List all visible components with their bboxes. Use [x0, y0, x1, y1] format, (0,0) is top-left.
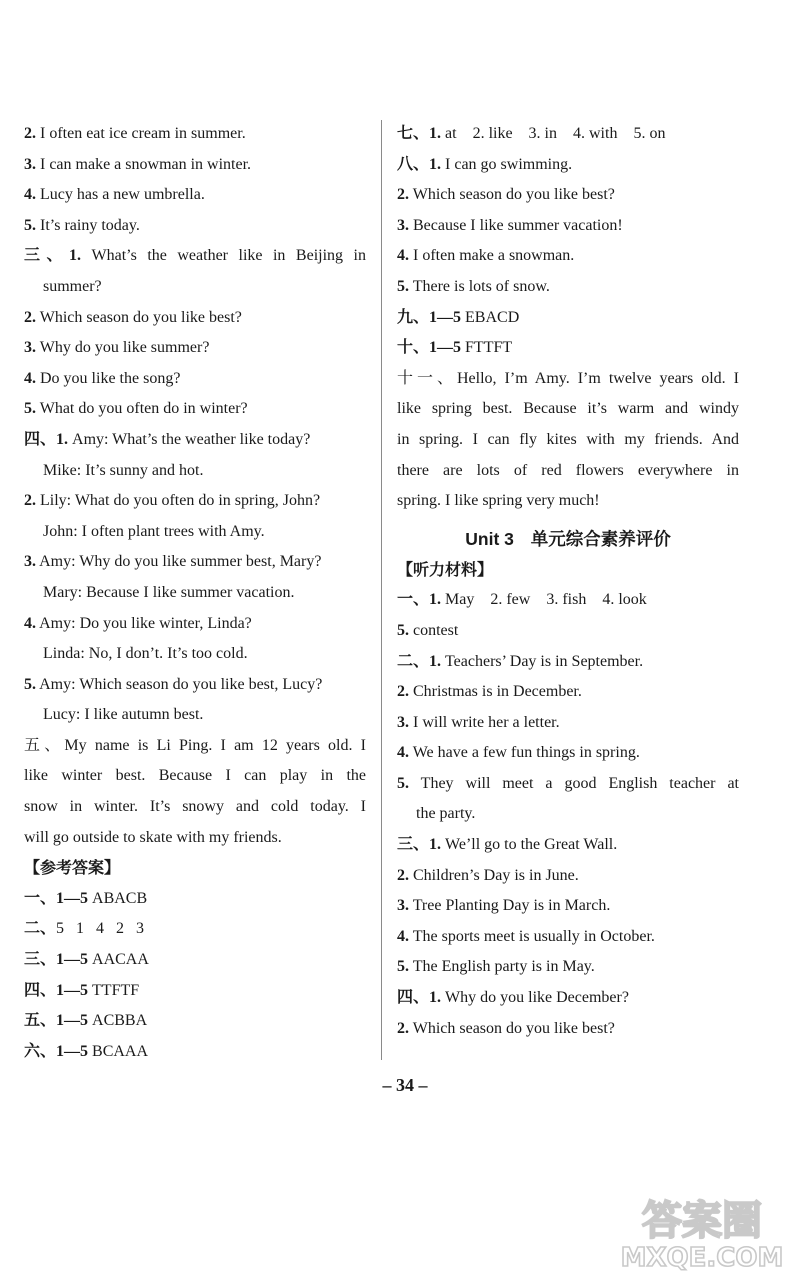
unit-name: 单元综合素养评价 — [530, 528, 671, 549]
text-line — [397, 364, 739, 395]
text-line — [397, 394, 739, 425]
item-number: 3. — [24, 155, 36, 173]
item-text: ACBBA — [88, 1012, 148, 1030]
right-column — [397, 119, 739, 1044]
item-text: Christmas is in December. — [409, 683, 582, 701]
text-line — [24, 150, 366, 181]
item-text: We’ll go to the Great Wall. — [441, 836, 618, 854]
item-text: Tree Planting Day is in March. — [409, 897, 611, 915]
item-number: 4. — [24, 369, 36, 387]
item-text: at 2. like 3. in 4. with 5. on — [441, 125, 666, 142]
item-number: 五、1—5 — [24, 1012, 89, 1030]
text-line — [24, 517, 366, 548]
item-text: Amy: Why do you like summer best, Mary? — [36, 553, 322, 571]
item-number: 2. — [24, 492, 36, 510]
item-text: in spring. I can fly kites with my friends. And — [397, 430, 739, 448]
item-text: Linda: No, I don’t. It’s too cold. — [43, 645, 248, 663]
item-text: I can make a snowman in winter. — [36, 155, 252, 173]
text-line — [24, 1037, 366, 1068]
item-number: 六、1—5 — [24, 1042, 89, 1060]
item-number: 四、1—5 — [24, 981, 89, 999]
text-line — [397, 738, 739, 769]
text-line — [24, 333, 366, 364]
text-line — [397, 303, 739, 334]
item-text: I will write her a letter. — [409, 713, 560, 731]
item-text: Mike: It’s sunny and hot. — [43, 461, 204, 479]
item-text: BCAAA — [88, 1042, 149, 1060]
item-number: 2. — [24, 125, 36, 142]
item-number: 2. — [397, 1019, 409, 1037]
section-header-label: 【听力材料】 — [397, 559, 494, 579]
item-number: 4. — [24, 186, 36, 204]
text-line — [24, 364, 366, 395]
item-number: 5. — [24, 216, 36, 234]
item-number: 4. — [397, 247, 409, 265]
text-line — [24, 639, 366, 670]
text-line — [24, 761, 366, 792]
text-line — [24, 180, 366, 211]
text-line — [397, 119, 739, 150]
text-line — [24, 486, 366, 517]
item-number: 2. — [397, 866, 409, 884]
item-text: Lily: What do you often do in spring, John? — [36, 492, 321, 510]
item-text: Amy: Do you like winter, Linda? — [36, 614, 252, 632]
text-line — [397, 241, 739, 272]
unit-title — [397, 523, 739, 555]
item-text: 5 1 4 2 3 — [56, 920, 145, 938]
text-line — [24, 119, 366, 150]
text-line — [397, 861, 739, 892]
item-text: What do you often do in winter? — [36, 400, 248, 418]
item-text: John: I often plant trees with Amy. — [43, 522, 265, 540]
text-line — [397, 922, 739, 953]
item-text: FTTFT — [461, 339, 513, 357]
item-text: Do you like the song? — [36, 369, 181, 387]
text-line — [24, 456, 366, 487]
item-text: I can go swimming. — [441, 155, 573, 173]
item-number: 2. — [24, 308, 36, 326]
section-header — [397, 555, 739, 586]
item-text: Why do you like December? — [441, 989, 629, 1007]
item-number: 3. — [397, 216, 409, 234]
text-line — [24, 976, 366, 1007]
item-number: 5. — [397, 621, 409, 639]
item-number: 4. — [397, 744, 409, 762]
item-number: 2. — [397, 683, 409, 701]
text-line — [24, 945, 366, 976]
item-text: Amy: Which season do you like best, Lucy? — [36, 675, 323, 693]
watermark-logo — [612, 1190, 792, 1272]
item-text: like spring best. Because it’s warm and windy — [397, 400, 739, 418]
text-line — [397, 891, 739, 922]
text-line — [24, 914, 366, 945]
item-number: 5. — [397, 277, 409, 295]
item-text: It’s rainy today. — [36, 216, 140, 234]
item-number: 三、1. — [397, 836, 442, 854]
text-line — [397, 1014, 739, 1045]
item-number: 一、1—5 — [24, 889, 89, 907]
item-number: 5. — [24, 675, 36, 693]
item-text: the party. — [416, 805, 476, 823]
item-text: Why do you like summer? — [36, 339, 210, 357]
text-line — [397, 180, 739, 211]
item-number: 四、1. — [397, 989, 442, 1007]
item-text: We have a few fun things in spring. — [409, 744, 640, 762]
item-number: 十、1—5 — [397, 339, 462, 357]
item-number: 七、1. — [397, 125, 442, 142]
item-number: 3. — [24, 553, 36, 571]
item-number: 二、 — [24, 920, 57, 938]
item-text: Teachers’ Day is in September. — [441, 652, 644, 670]
text-line — [24, 578, 366, 609]
watermark-bottom: MXQE.COM — [620, 1243, 784, 1272]
item-text: What’s the weather like in Beijing in — [81, 247, 366, 265]
item-text: They will meet a good English teacher at — [409, 774, 739, 792]
item-text: 十一、Hello, I’m Amy. I’m twelve years old. I — [397, 369, 739, 387]
item-text: There is lots of snow. — [409, 277, 550, 295]
item-text: contest — [409, 621, 459, 639]
text-line — [397, 333, 739, 364]
item-text: May 2. few 3. fish 4. look — [441, 591, 647, 609]
text-line — [397, 769, 739, 800]
text-line — [397, 952, 739, 983]
item-number: 3. — [397, 897, 409, 915]
text-line — [24, 700, 366, 731]
text-line — [24, 425, 366, 456]
item-text: Which season do you like best? — [409, 1019, 615, 1037]
unit-label: Unit 3 — [465, 528, 514, 549]
item-text: I often make a snowman. — [409, 247, 575, 265]
item-number: 4. — [24, 614, 36, 632]
item-text: The sports meet is usually in October. — [409, 927, 655, 945]
item-text: The English party is in May. — [409, 958, 595, 976]
text-line — [397, 616, 739, 647]
section-header-label: 【参考答案】 — [24, 858, 121, 878]
text-line — [397, 677, 739, 708]
text-line — [24, 731, 366, 762]
section-header — [24, 853, 366, 884]
text-line — [24, 670, 366, 701]
item-number: 5. — [24, 400, 36, 418]
item-number: 5. — [397, 958, 409, 976]
text-line — [397, 708, 739, 739]
text-line — [24, 272, 366, 303]
item-number: 3. — [24, 339, 36, 357]
text-line — [397, 486, 739, 517]
item-number: 4. — [397, 927, 409, 945]
item-text: Amy: What’s the weather like today? — [68, 430, 311, 448]
item-text: I often eat ice cream in summer. — [36, 125, 246, 142]
text-line — [24, 211, 366, 242]
text-line — [24, 823, 366, 854]
item-text: Which season do you like best? — [409, 186, 615, 204]
item-text: Which season do you like best? — [36, 308, 242, 326]
text-line — [24, 792, 366, 823]
item-text: summer? — [43, 277, 102, 295]
item-text: Lucy has a new umbrella. — [36, 186, 205, 204]
item-number: 九、1—5 — [397, 308, 462, 326]
item-text: like winter best. Because I can play in the — [24, 767, 366, 785]
item-text: ABACB — [88, 889, 148, 907]
item-number: 三、1—5 — [24, 951, 89, 969]
page-number: – 34 – — [382, 1075, 428, 1095]
text-line — [24, 303, 366, 334]
item-text: EBACD — [461, 308, 520, 326]
item-number: 一、1. — [397, 591, 442, 609]
text-line — [397, 647, 739, 678]
item-text: AACAA — [88, 951, 149, 969]
text-line — [397, 211, 739, 242]
item-number: 三、1. — [24, 247, 81, 265]
column-divider — [381, 120, 382, 1060]
item-text: Lucy: I like autumn best. — [43, 706, 204, 724]
right-column-bottom — [397, 555, 739, 1045]
watermark-top: 答案圈 — [642, 1198, 762, 1244]
item-number: 5. — [397, 774, 409, 792]
item-number: 2. — [397, 186, 409, 204]
item-text: Children’s Day is in June. — [409, 866, 579, 884]
text-line — [397, 150, 739, 181]
text-line — [397, 456, 739, 487]
item-number: 二、1. — [397, 652, 442, 670]
item-text: spring. I like spring very much! — [397, 492, 600, 510]
item-text: Because I like summer vacation! — [409, 216, 623, 234]
text-line — [397, 272, 739, 303]
text-line — [24, 241, 366, 272]
left-column — [24, 119, 366, 1067]
text-line — [24, 394, 366, 425]
text-line — [397, 983, 739, 1014]
item-text: snow in winter. It’s snowy and cold today. I — [24, 798, 366, 816]
text-line — [24, 547, 366, 578]
item-text: TTFTF — [88, 981, 140, 999]
item-number: 3. — [397, 713, 409, 731]
text-line — [24, 609, 366, 640]
item-text: 五、My name is Li Ping. I am 12 years old. I — [24, 736, 366, 754]
item-number: 八、1. — [397, 155, 442, 173]
text-line — [397, 425, 739, 456]
item-text: will go outside to skate with my friends. — [24, 828, 282, 846]
text-line — [24, 884, 366, 915]
item-number: 四、1. — [24, 430, 69, 448]
right-column-top — [397, 119, 739, 517]
text-line — [397, 830, 739, 861]
item-text: Mary: Because I like summer vacation. — [43, 583, 295, 601]
text-line — [397, 585, 739, 616]
item-text: there are lots of red flowers everywhere in — [397, 461, 739, 479]
text-line — [24, 1006, 366, 1037]
text-line — [397, 799, 739, 830]
